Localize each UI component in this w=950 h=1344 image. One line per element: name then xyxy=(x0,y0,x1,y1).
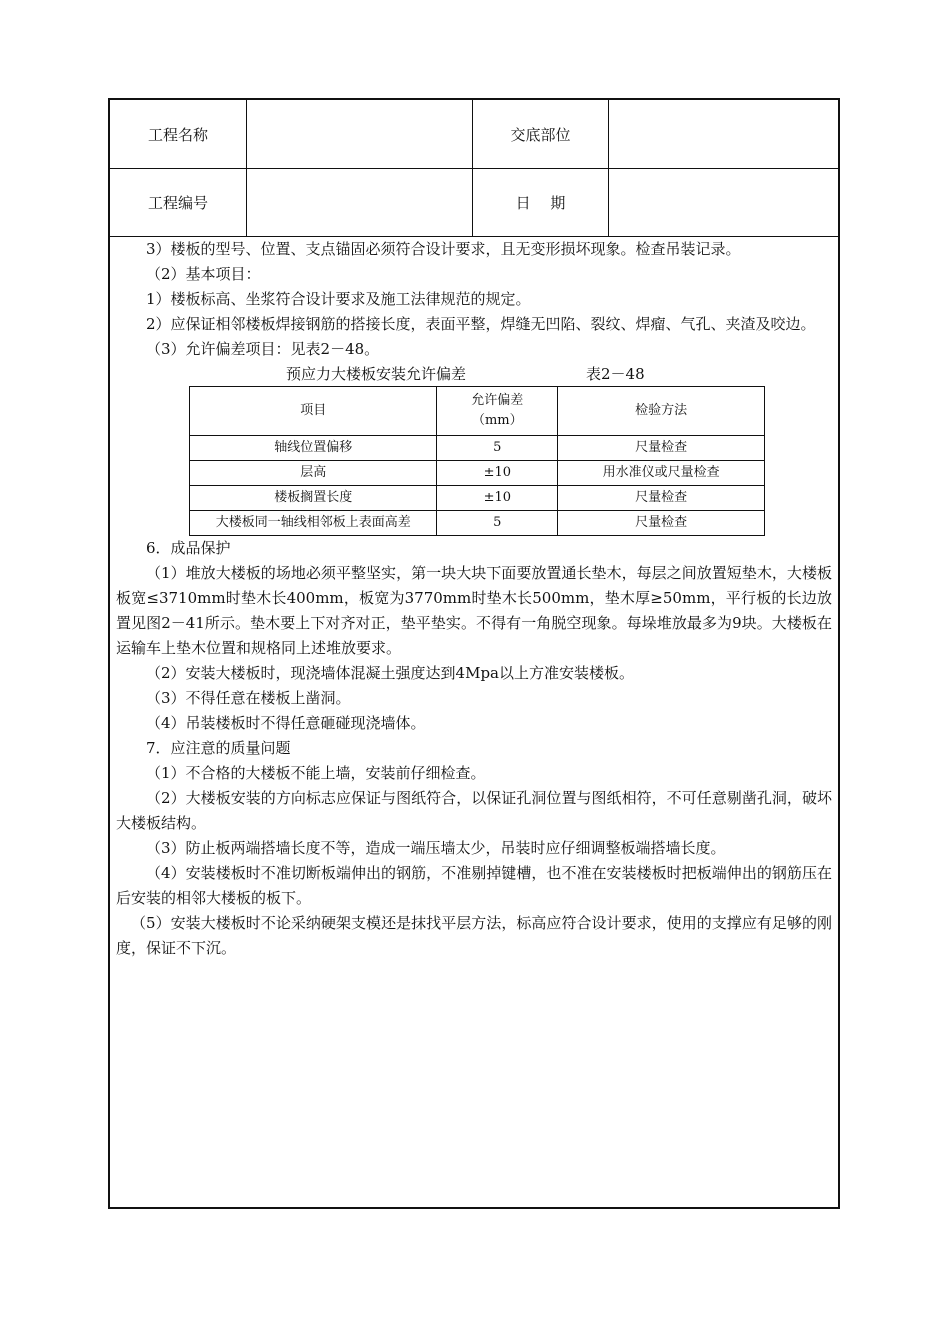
row-item: 层高 xyxy=(190,461,437,486)
paragraph: （4）安装楼板时不准切断板端伸出的钢筋，不准剔掉键槽，也不准在安装楼板时把板端伸出的钢筋压在后安装的相邻大楼板的板下。 xyxy=(116,864,832,907)
row-method: 尺量检查 xyxy=(558,511,765,536)
row-item: 轴线位置偏移 xyxy=(190,436,437,461)
paragraph: 1）楼板标高、坐浆符合设计要求及施工法律规范的规定。 xyxy=(146,290,531,308)
disclosure-sheet xyxy=(108,98,840,1209)
row-method: 用水准仪或尺量检查 xyxy=(558,461,765,486)
row-method: 尺量检查 xyxy=(558,436,765,461)
header-tolerance-unit: （mm） xyxy=(471,413,523,428)
table-caption xyxy=(116,362,832,386)
table-title: 预应力大楼板安装允许偏差 xyxy=(286,365,467,383)
section-heading: 6．成品保护 xyxy=(146,539,231,557)
row-tolerance: 5 xyxy=(437,511,558,536)
header-row-2 xyxy=(110,168,838,237)
table-row xyxy=(190,436,765,461)
header-row-1 xyxy=(110,100,838,169)
table-row xyxy=(190,511,765,536)
paragraph: 3）楼板的型号、位置、支点锚固必须符合设计要求，且无变形损坏现象。检查吊装记录。 xyxy=(146,240,741,258)
header-item: 项目 xyxy=(190,387,437,436)
paragraph: （3）允许偏差项目：见表2－48。 xyxy=(146,340,380,358)
body-text xyxy=(110,237,840,961)
paragraph: （3）防止板两端搭墙长度不等，造成一端压墙太少，吊装时应仔细调整板端搭墙长度。 xyxy=(146,839,726,857)
paragraph: （1）不合格的大楼板不能上墙，安装前仔细检查。 xyxy=(146,764,486,782)
row-method: 尺量检查 xyxy=(558,486,765,511)
deviation-table xyxy=(189,386,765,536)
paragraph: （4）吊装楼板时不得任意砸碰现浇墙体。 xyxy=(146,714,426,732)
paragraph: 2）应保证相邻楼板焊接钢筋的搭接长度，表面平整，焊缝无凹陷、裂纹、焊瘤、气孔、夹渣及咬边。 xyxy=(146,315,816,333)
row-item: 楼板搁置长度 xyxy=(190,486,437,511)
project-name-value xyxy=(247,100,473,168)
row-tolerance: 5 xyxy=(437,436,558,461)
table-row xyxy=(190,461,765,486)
project-name-label: 工程名称 xyxy=(110,100,247,168)
paragraph: （1）堆放大楼板的场地必须平整坚实，第一块大块下面要放置通长垫木，每层之间放置短垫木，大楼板板宽≤3710mm时垫木长400mm，板宽为3770mm时垫木长500mm，垫木厚≥50mm，平行板的长边放置见图2－41所示。垫木要上下对齐对正，垫平垫实。不得有一角脱空现象。每垛堆放最多为9块。大楼板在运输车上垫木位置和规格同上述堆放要求。 xyxy=(116,564,832,657)
paragraph: （2）基本项目： xyxy=(146,265,261,283)
date-value xyxy=(609,168,840,236)
section-heading: 7．应注意的质量问题 xyxy=(146,739,291,757)
location-value xyxy=(609,100,840,168)
table-number: 表2－48 xyxy=(586,365,645,383)
paragraph: （3）不得任意在楼板上凿洞。 xyxy=(146,689,351,707)
table-row xyxy=(190,486,765,511)
date-label: 日 期 xyxy=(473,168,609,236)
table-header-row xyxy=(190,387,765,436)
project-no-value xyxy=(247,168,473,236)
location-label: 交底部位 xyxy=(473,100,609,168)
header-method: 检验方法 xyxy=(558,387,765,436)
paragraph: （2）安装大楼板时，现浇墙体混凝土强度达到4Mpa以上方准安装楼板。 xyxy=(146,664,634,682)
row-tolerance: ±10 xyxy=(437,486,558,511)
header-tolerance xyxy=(437,387,558,436)
row-tolerance: ±10 xyxy=(437,461,558,486)
paragraph: （2）大楼板安装的方向标志应保证与图纸符合，以保证孔洞位置与图纸相符，不可任意剔凿孔洞，破坏大楼板结构。 xyxy=(116,789,832,832)
paragraph: （5）安装大楼板时不论采纳硬架支模还是抹找平层方法，标高应符合设计要求，使用的支撑应有足够的刚度，保证不下沉。 xyxy=(116,914,832,957)
project-no-label: 工程编号 xyxy=(110,168,247,236)
row-item: 大楼板同一轴线相邻板上表面高差 xyxy=(190,511,437,536)
header-tolerance-label: 允许偏差 xyxy=(471,393,524,408)
